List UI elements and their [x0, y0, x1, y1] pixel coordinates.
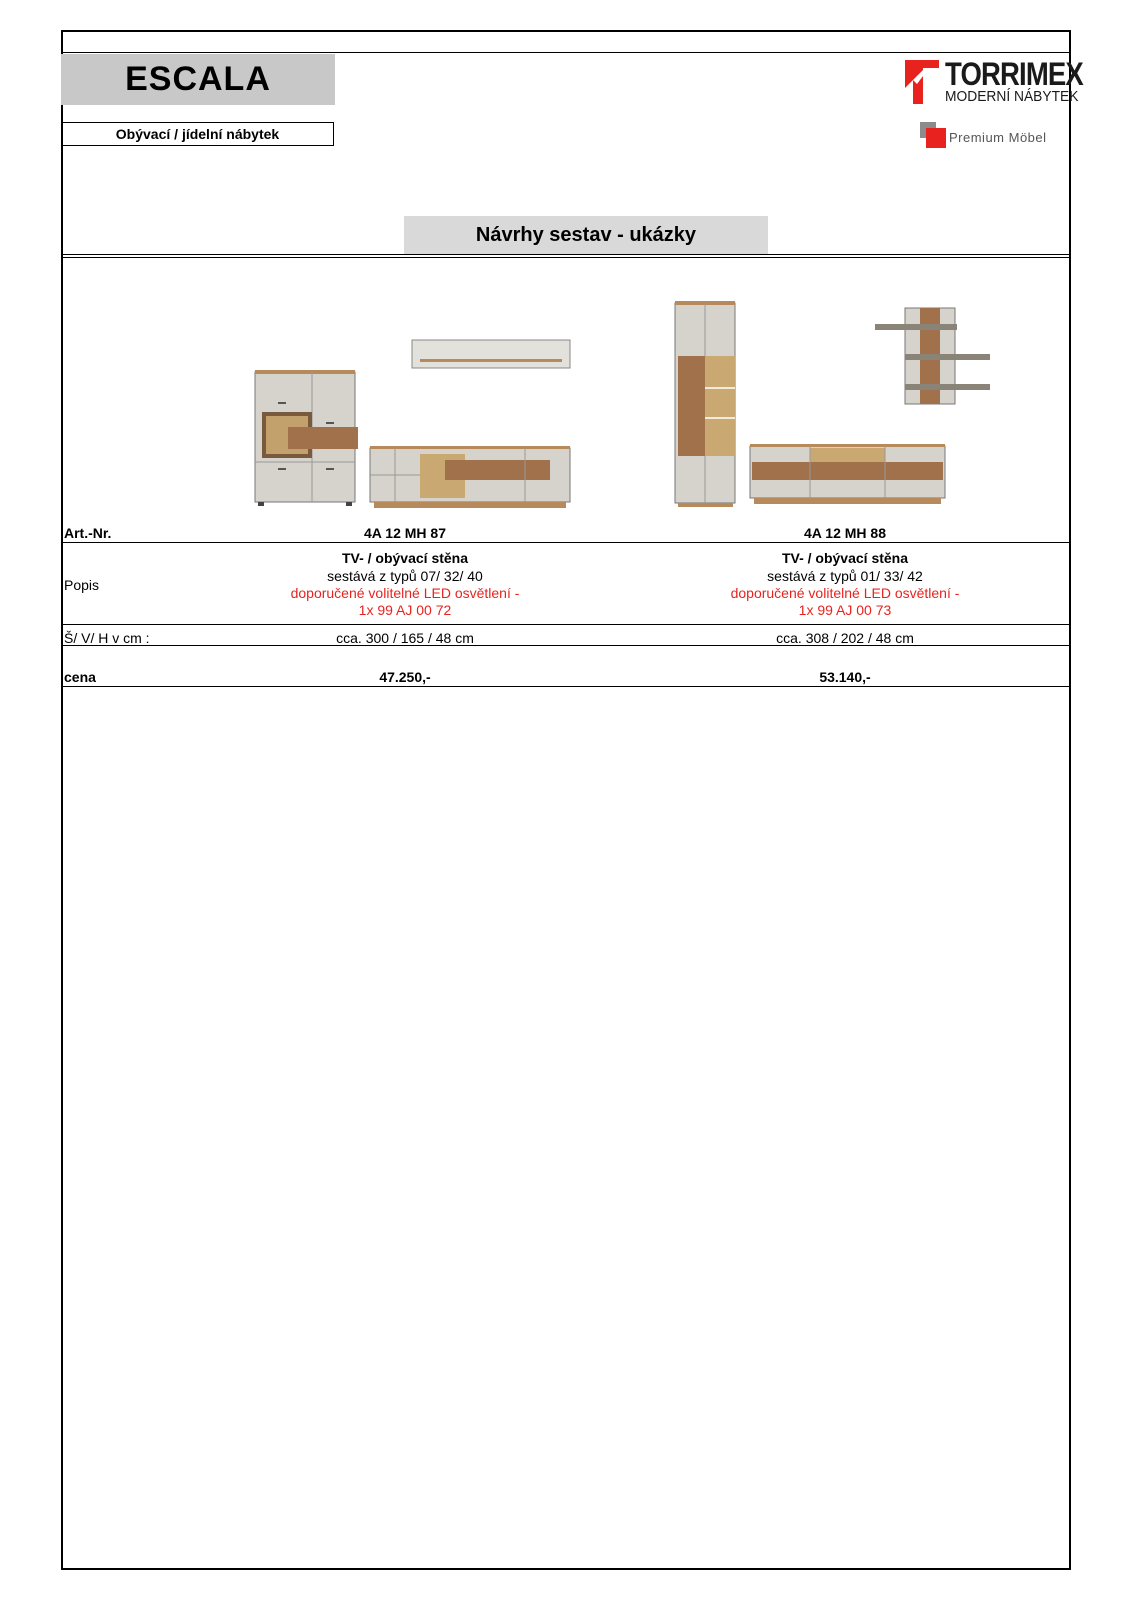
- product-2-composition: sestává z typů 01/ 33/ 42: [767, 568, 923, 584]
- product-1-name: TV- / obývací stěna: [341, 550, 469, 566]
- section-title: Návrhy sestav - ukázky: [404, 216, 768, 254]
- product-1-price: 47.250,-: [379, 669, 431, 685]
- collection-title: ESCALA: [61, 54, 335, 105]
- product-1-led-code: 1x 99 AJ 00 72: [358, 602, 452, 618]
- row-rule-2: [61, 624, 1071, 625]
- product-1-led-note: doporučené volitelné LED osvětlení -: [290, 585, 520, 601]
- product-1-art-nr: 4A 12 MH 87: [364, 525, 446, 541]
- section-rule-2: [61, 257, 1071, 258]
- product-2-dimensions: cca. 308 / 202 / 48 cm: [776, 630, 914, 646]
- price-label: cena: [64, 669, 96, 685]
- product-1-image: [250, 330, 575, 510]
- product-2-led-code: 1x 99 AJ 00 73: [798, 602, 892, 618]
- product-1-composition: sestává z typů 07/ 32/ 40: [327, 568, 483, 584]
- row-rule-3: [61, 645, 1071, 646]
- popis-label: Popis: [64, 577, 100, 593]
- logo-name: TORRIMEX: [945, 56, 1083, 92]
- product-2-image: [670, 298, 1015, 512]
- art-nr-label: Art.-Nr.: [64, 525, 112, 541]
- product-2-led-note: doporučené volitelné LED osvětlení -: [730, 585, 960, 601]
- product-1-dimensions: cca. 300 / 165 / 48 cm: [336, 630, 474, 646]
- logo-tagline: MODERNÍ NÁBYTEK: [945, 88, 1079, 105]
- dimensions-label: Š/ V/ H v cm :: [64, 630, 150, 646]
- section-rule-1: [61, 254, 1071, 255]
- page-frame: [61, 30, 1071, 1570]
- category-subtitle: Obývací / jídelní nábytek: [61, 122, 334, 146]
- row-rule-1: [61, 542, 1071, 543]
- premium-label: Premium Möbel: [949, 130, 1047, 145]
- product-2-price: 53.140,-: [819, 669, 871, 685]
- row-rule-4: [61, 686, 1071, 687]
- header-top-rule: [61, 52, 1071, 53]
- product-2-name: TV- / obývací stěna: [781, 550, 909, 566]
- product-2-art-nr: 4A 12 MH 88: [804, 525, 886, 541]
